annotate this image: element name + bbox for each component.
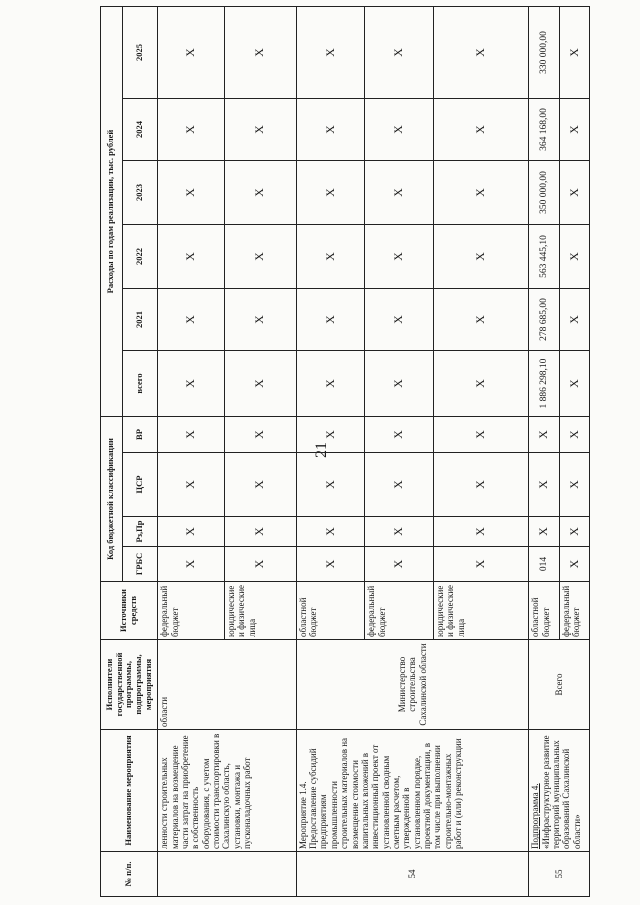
- cell-mark: X: [559, 99, 589, 161]
- table-row: [529, 7, 559, 897]
- cell-mark: X: [296, 225, 365, 289]
- cell-mark: X: [158, 547, 224, 582]
- cell-mark: X: [296, 351, 365, 417]
- header-2022: 2022: [122, 225, 158, 289]
- cell-mark: X: [158, 161, 224, 225]
- row-55-2021: 278 685,00: [529, 289, 559, 351]
- cell-mark: X: [158, 225, 224, 289]
- cell-mark: X: [224, 289, 296, 351]
- cell-mark: X: [434, 161, 529, 225]
- cell-mark: X: [365, 517, 434, 547]
- cell-mark: X: [365, 7, 434, 99]
- cell-mark: X: [559, 351, 589, 417]
- header-code-group: Код бюджетной классификации: [101, 417, 123, 582]
- row-55-num: 55: [529, 852, 590, 897]
- cell-mark: X: [158, 99, 224, 161]
- cell-mark: X: [559, 417, 589, 453]
- row-cont-num: [158, 852, 296, 897]
- row-54-src1: областной бюджет: [296, 582, 365, 640]
- cell-mark: X: [365, 453, 434, 517]
- row-55-total: 1 886 298,10: [529, 351, 559, 417]
- rotated-table-container: [100, 7, 590, 897]
- cell-mark: X: [224, 517, 296, 547]
- row-54-title: Мероприятие 1.4.: [297, 781, 308, 849]
- cell-mark: X: [224, 453, 296, 517]
- cell-mark: X: [365, 225, 434, 289]
- cell-mark: X: [434, 453, 529, 517]
- row-55-2023: 350 000,00: [529, 161, 559, 225]
- cell-mark: X: [434, 99, 529, 161]
- cell-mark: X: [296, 7, 365, 99]
- row-cont-src2: юридические и физические лица: [224, 582, 296, 640]
- cell-mark: X: [224, 99, 296, 161]
- header-csr: ЦСР: [122, 453, 158, 517]
- header-2024: 2024: [122, 99, 158, 161]
- row-55-name-cell: [529, 730, 590, 852]
- header-num: № п/п.: [101, 852, 158, 897]
- cell-mark: X: [224, 351, 296, 417]
- row-54-name-cell: [296, 730, 529, 852]
- cell-mark: X: [434, 517, 529, 547]
- row-cont-src1: федеральный бюджет: [158, 582, 224, 640]
- cell-mark: X: [158, 517, 224, 547]
- cell-mark: X: [434, 225, 529, 289]
- header-total: всего: [122, 351, 158, 417]
- header-expenses-group: Расходы по годам реализации, тыс. рублей: [101, 7, 123, 417]
- cell-mark: X: [434, 289, 529, 351]
- cell-mark: X: [434, 351, 529, 417]
- cell-mark: X: [529, 417, 559, 453]
- cell-mark: X: [559, 161, 589, 225]
- row-55-name: «Инфраструктурное развитие территорий муниципальных образований Сахалинской области»: [540, 735, 582, 849]
- cell-mark: X: [529, 517, 559, 547]
- cell-mark: X: [559, 517, 589, 547]
- row-cont-name: ленности строительных материалов на возмещение части затрат на приобретение в собственность оборудования, с учетом стоимости транспортировки в Сахалинскую область, установки, монтажа и пусконаладочных работ: [158, 730, 296, 852]
- cell-mark: X: [559, 7, 589, 99]
- cell-mark: X: [434, 417, 529, 453]
- cell-mark: X: [365, 547, 434, 582]
- header-2021: 2021: [122, 289, 158, 351]
- cell-mark: X: [296, 547, 365, 582]
- row-55-2022: 563 445,10: [529, 225, 559, 289]
- header-2025: 2025: [122, 7, 158, 99]
- cell-mark: X: [559, 225, 589, 289]
- header-rzpr: Рз,Пр: [122, 517, 158, 547]
- row-54-src2: федеральный бюджет: [365, 582, 434, 640]
- row-55-2024: 364 168,00: [529, 99, 559, 161]
- header-name: Наименование мероприятия: [101, 730, 158, 852]
- cell-mark: X: [365, 351, 434, 417]
- table-row: [296, 7, 365, 897]
- row-54-src3: юридические и физические лица: [434, 582, 529, 640]
- table-row: [158, 7, 224, 897]
- cell-mark: X: [296, 161, 365, 225]
- cell-mark: X: [365, 161, 434, 225]
- cell-mark: X: [559, 289, 589, 351]
- cell-mark: X: [559, 547, 589, 582]
- expenses-table: [100, 6, 590, 897]
- cell-mark: X: [224, 7, 296, 99]
- cell-mark: X: [296, 453, 365, 517]
- cell-mark: X: [158, 7, 224, 99]
- cell-mark: X: [296, 99, 365, 161]
- header-executor: Исполнители государственной программы, подпрограммы, мероприятия: [101, 640, 158, 730]
- row-54-executor: Министерство строительства Сахалинской области: [296, 640, 529, 730]
- cell-mark: X: [224, 547, 296, 582]
- cell-mark: X: [224, 161, 296, 225]
- cell-mark: X: [158, 351, 224, 417]
- row-55-src1: областной бюджет: [529, 582, 559, 640]
- cell-mark: X: [158, 289, 224, 351]
- header-vr: ВР: [122, 417, 158, 453]
- row-55-title: Подпрограмма 4.: [530, 783, 541, 849]
- cell-mark: X: [224, 225, 296, 289]
- row-54-name: Предоставление субсидий предприятиям промышленности строительных материалов на возмещение стоимости капитальных вложений в инвестиционный проект от установленной сводным сметным расчетом, утвержденной в установленном порядке, проектной документации, в том числе при выполнении строительно-монтажных работ и (или) реконструкции: [308, 737, 463, 849]
- header-sources: Источники средств: [101, 582, 158, 640]
- row-55-2025: 330 000,00: [529, 7, 559, 99]
- cell-mark: X: [529, 453, 559, 517]
- cell-mark: X: [434, 7, 529, 99]
- cell-mark: X: [559, 453, 589, 517]
- cell-mark: X: [434, 547, 529, 582]
- cell-mark: X: [296, 289, 365, 351]
- cell-mark: X: [296, 417, 365, 453]
- row-55-src2: федеральный бюджет: [559, 582, 589, 640]
- cell-mark: X: [158, 453, 224, 517]
- cell-mark: X: [224, 417, 296, 453]
- row-55-executor: Всего: [529, 640, 590, 730]
- header-2023: 2023: [122, 161, 158, 225]
- row-55-grbs: 014: [529, 547, 559, 582]
- row-cont-executor: области: [158, 640, 296, 730]
- cell-mark: X: [296, 517, 365, 547]
- row-54-num: 54: [296, 852, 529, 897]
- cell-mark: X: [365, 99, 434, 161]
- header-grbs: ГРБС: [122, 547, 158, 582]
- cell-mark: X: [365, 289, 434, 351]
- cell-mark: X: [158, 417, 224, 453]
- cell-mark: X: [365, 417, 434, 453]
- page-number: 21: [313, 442, 330, 458]
